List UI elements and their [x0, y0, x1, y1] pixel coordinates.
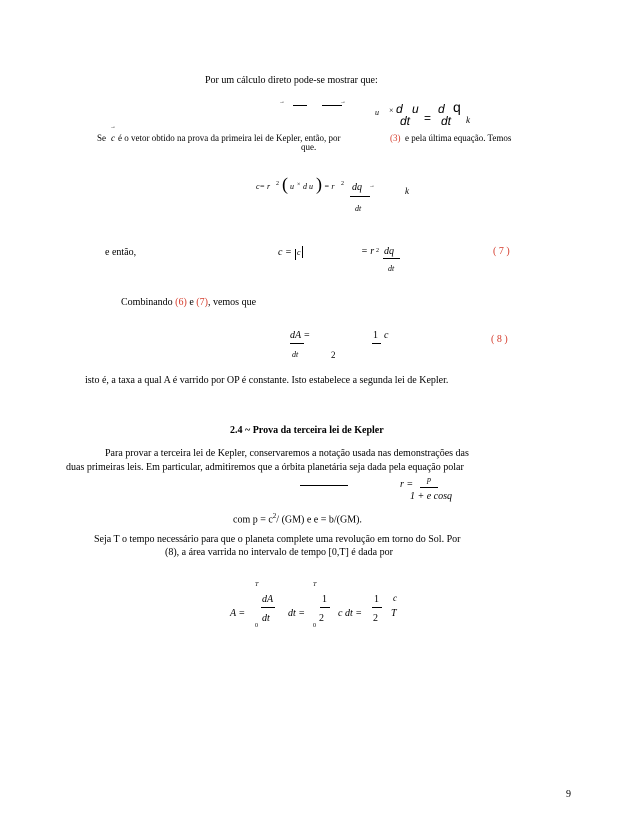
fraction-bar: [320, 607, 330, 608]
symbol-c: c: [111, 133, 115, 143]
fraction-bar: [350, 196, 370, 197]
symbol-T: T: [391, 608, 397, 619]
sup-2: 2: [341, 181, 344, 187]
com-post: / (GM) e e = b/(GM).: [276, 514, 362, 526]
symbol-times: ×: [389, 106, 394, 115]
two: 2: [319, 613, 324, 624]
symbol-equals: =: [424, 111, 432, 125]
symbol-k: k: [405, 186, 409, 196]
prova-line-1: Para provar a terceira lei de Kepler, conservaremos a notação usada nas demonstrações das: [105, 448, 469, 459]
r-equals: r =: [400, 479, 414, 490]
dq: dq: [384, 246, 394, 257]
se-rest2: e pela última equação. Temos: [405, 133, 512, 143]
seja-line-1: Seja T o tempo necessário para que o planeta complete uma revolução em torno do Sol. Por: [94, 534, 461, 545]
symbol-c: c: [393, 593, 397, 603]
two: 2: [331, 350, 336, 360]
sup-2: 2: [272, 512, 277, 520]
dt-equals: dt =: [288, 608, 306, 619]
combine-e: e: [189, 297, 194, 308]
page-number: 9: [566, 789, 571, 800]
fraction-bar: [261, 607, 275, 608]
fraction-bar: [372, 607, 382, 608]
combine-text1: Combinando: [121, 297, 173, 308]
denominator: 1 + e cosq: [410, 491, 453, 502]
dt: dt: [292, 350, 299, 359]
com-line: [233, 513, 362, 525]
overbar: [293, 105, 307, 106]
que-word: que.: [301, 142, 317, 152]
abs-bar: [302, 246, 303, 258]
symbol-c: c: [384, 330, 389, 341]
fraction-bar: [372, 343, 381, 344]
seja-line-2: (8), a área varrida no intervalo de tempo [0,T] é dada por: [165, 547, 393, 558]
ref-7: (7): [196, 297, 208, 308]
com-pre: com p = c: [233, 514, 273, 526]
vector-arrow: →: [340, 99, 346, 105]
paren-right: ): [316, 174, 322, 194]
isto-paragraph: isto é, a taxa a qual A é varrido por OP é constante. Isto estabelece a segunda lei de Kepler.: [85, 375, 449, 386]
two: 2: [373, 613, 378, 624]
combine-text2: , vemos que: [207, 297, 257, 308]
rhs: = r: [361, 246, 375, 257]
paren-left: (: [282, 174, 288, 194]
upper-limit-T: T: [313, 582, 317, 588]
fraction-bar: [420, 487, 438, 488]
lhs: c =: [278, 247, 292, 258]
upper-limit-T: T: [255, 582, 259, 588]
lhs: c= r: [256, 182, 271, 191]
abs-c: c: [295, 249, 301, 260]
equation-number-8: ( 8 ): [491, 334, 508, 345]
fraction-bar: [383, 258, 400, 259]
rhs-r: = r: [324, 182, 335, 191]
dA: dA =: [290, 330, 311, 341]
dt: dt: [355, 204, 362, 213]
lower-limit-0: 0: [255, 623, 258, 629]
dt: dt: [388, 264, 395, 273]
p: p: [427, 475, 431, 484]
dA: dA: [262, 594, 274, 605]
section-title: 2.4 ~ Prova da terceira lei de Kepler: [230, 425, 384, 436]
lead-text: e então,: [105, 247, 137, 258]
symbol-dt: dt: [400, 114, 411, 128]
dq: dq: [352, 182, 362, 193]
symbol-k: k: [466, 115, 470, 125]
se-rest: é o vetor obtido na prova da primeira lei de Kepler, então, por: [118, 133, 341, 143]
c-dt-equals: c dt =: [338, 608, 362, 619]
du: d u: [303, 182, 313, 191]
symbol-theta: q: [453, 99, 461, 115]
symbol-u: u: [290, 182, 294, 191]
sup-2: 2: [276, 181, 279, 187]
se-word: Se: [97, 133, 106, 143]
overbar: [322, 105, 342, 106]
intro-text: Por um cálculo direto pode-se mostrar que:: [205, 75, 378, 86]
equation-number-7: ( 7 ): [493, 246, 510, 257]
symbol-dt: dt: [441, 114, 452, 128]
symbol-times: ×: [297, 182, 301, 188]
combine-line: [121, 298, 256, 308]
symbol-d: d: [396, 102, 403, 116]
ref-3: (3): [390, 133, 401, 143]
ref-6: (6): [175, 297, 187, 308]
one: 1: [373, 330, 378, 341]
vector-arrow: →: [369, 183, 375, 189]
symbol-u: u: [412, 102, 419, 116]
symbol-d: d: [438, 102, 445, 116]
one: 1: [322, 594, 327, 605]
fraction-bar: [290, 343, 304, 344]
sup-2: 2: [376, 248, 379, 254]
rule-left: [300, 485, 348, 486]
prova-line-2: duas primeiras leis. Em particular, admitiremos que a órbita planetária seja dada pela equação polar: [66, 462, 464, 473]
lower-limit-0: 0: [313, 623, 316, 629]
symbol-u: u: [375, 108, 379, 117]
vector-arrow: →: [279, 99, 285, 105]
dt: dt: [262, 613, 270, 624]
vector-arrow: →: [110, 124, 116, 130]
A-equals: A =: [230, 608, 246, 619]
one: 1: [374, 594, 379, 605]
